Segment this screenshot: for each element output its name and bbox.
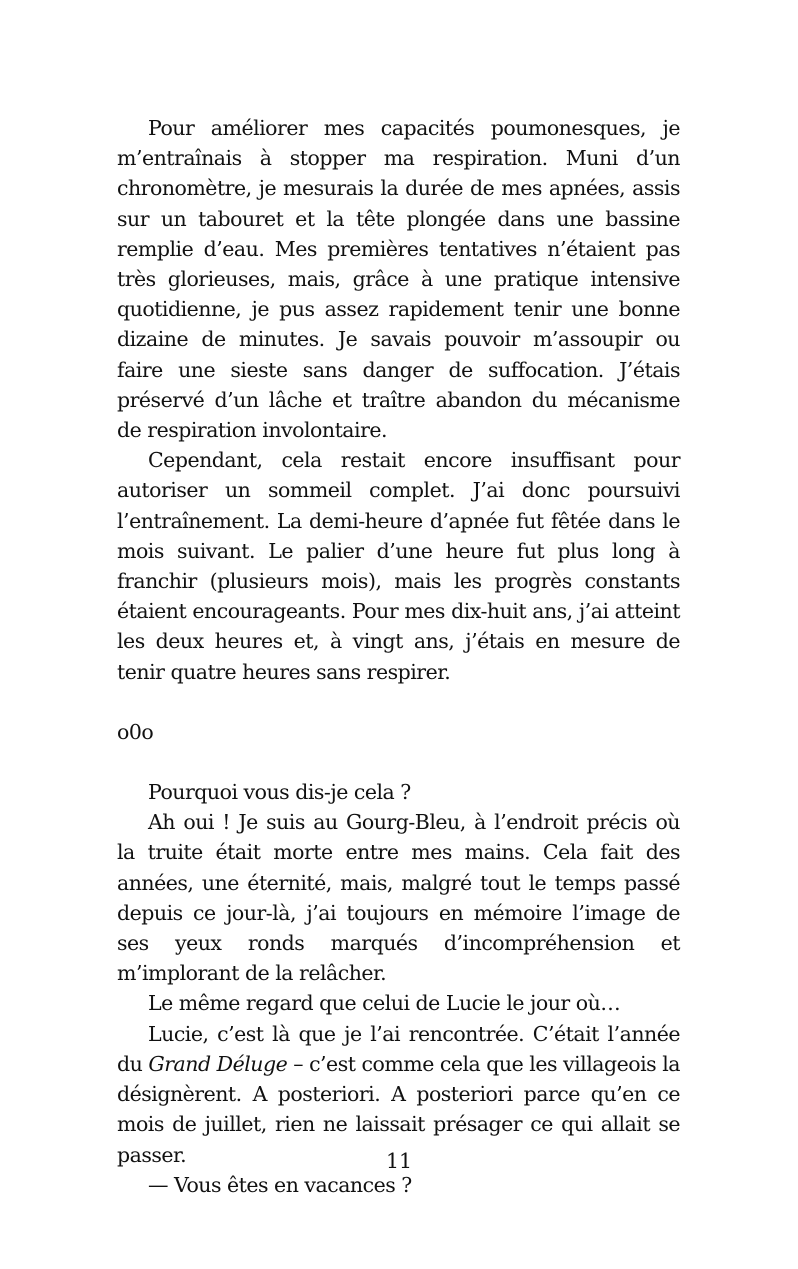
page-body bbox=[117, 113, 680, 1200]
paragraph-same-look: Le même regard que celui de Lucie le jour où… bbox=[148, 991, 621, 1016]
paragraph-sleep-progress: Cependant, cela restait encore insuffisant pour autoriser un sommeil complet. J’ai donc poursuivi l’entraînement. La demi-heure d’apnée fut fêtée dans le mois suivant. Le palier d’une heure fut plus long à franchir (plusieurs mois), mais les progrès constants étaient encourageants. Pour mes dix-huit ans, j’ai atteint les deux heures et, à vingt ans, j’étais en mesure de tenir quatre heures sans respirer. bbox=[117, 448, 680, 684]
lucie-text-start: Lucie, c’est là que je l’ai rencontrée. C’était l’année du bbox=[117, 1021, 680, 1076]
lucie-text-end: – c’est comme cela que les villageois la désignèrent. A posteriori. A posteriori parce qu’en ce mois de juillet, rien ne laissait présager ce qui allait se passer. bbox=[117, 1051, 681, 1167]
page-number: 11 bbox=[385, 1149, 413, 1173]
paragraph-dialogue: — Vous êtes en vacances ? bbox=[148, 1172, 412, 1197]
section-separator: o0o bbox=[117, 719, 154, 744]
grand-deluge-italic: Grand Déluge bbox=[148, 1051, 288, 1076]
paragraph-gourg-bleu: Ah oui ! Je suis au Gourg-Bleu, à l’endroit précis où la truite était morte entre mes mains. Cela fait des années, une éternité, mais, malgré tout le temps passé depuis ce jour-là, j’ai toujours en mémoire l’image de ses yeux ronds marqués d’incompréhension et m’implorant de la relâcher. bbox=[117, 810, 680, 986]
paragraph-question: Pourquoi vous dis-je cela ? bbox=[148, 780, 411, 805]
paragraph-apnea-training: Pour améliorer mes capacités poumonesques, je m’entraînais à stopper ma respiration. Muni d’un chronomètre, je mesurais la durée de mes apnées, assis sur un tabouret et la tête plongée dans une bassine remplie d’eau. Mes premières tentatives n’étaient pas très glorieuses, mais, grâce à une pratique intensive quotidienne, je pus assez rapidement tenir une bonne dizaine de minutes. Je savais pouvoir m’assoupir ou faire une sieste sans danger de suffocation. J’étais préservé d’un lâche et traître abandon du mécanisme de respiration involontaire. bbox=[117, 116, 680, 443]
paragraph-lucie bbox=[117, 1019, 680, 1170]
